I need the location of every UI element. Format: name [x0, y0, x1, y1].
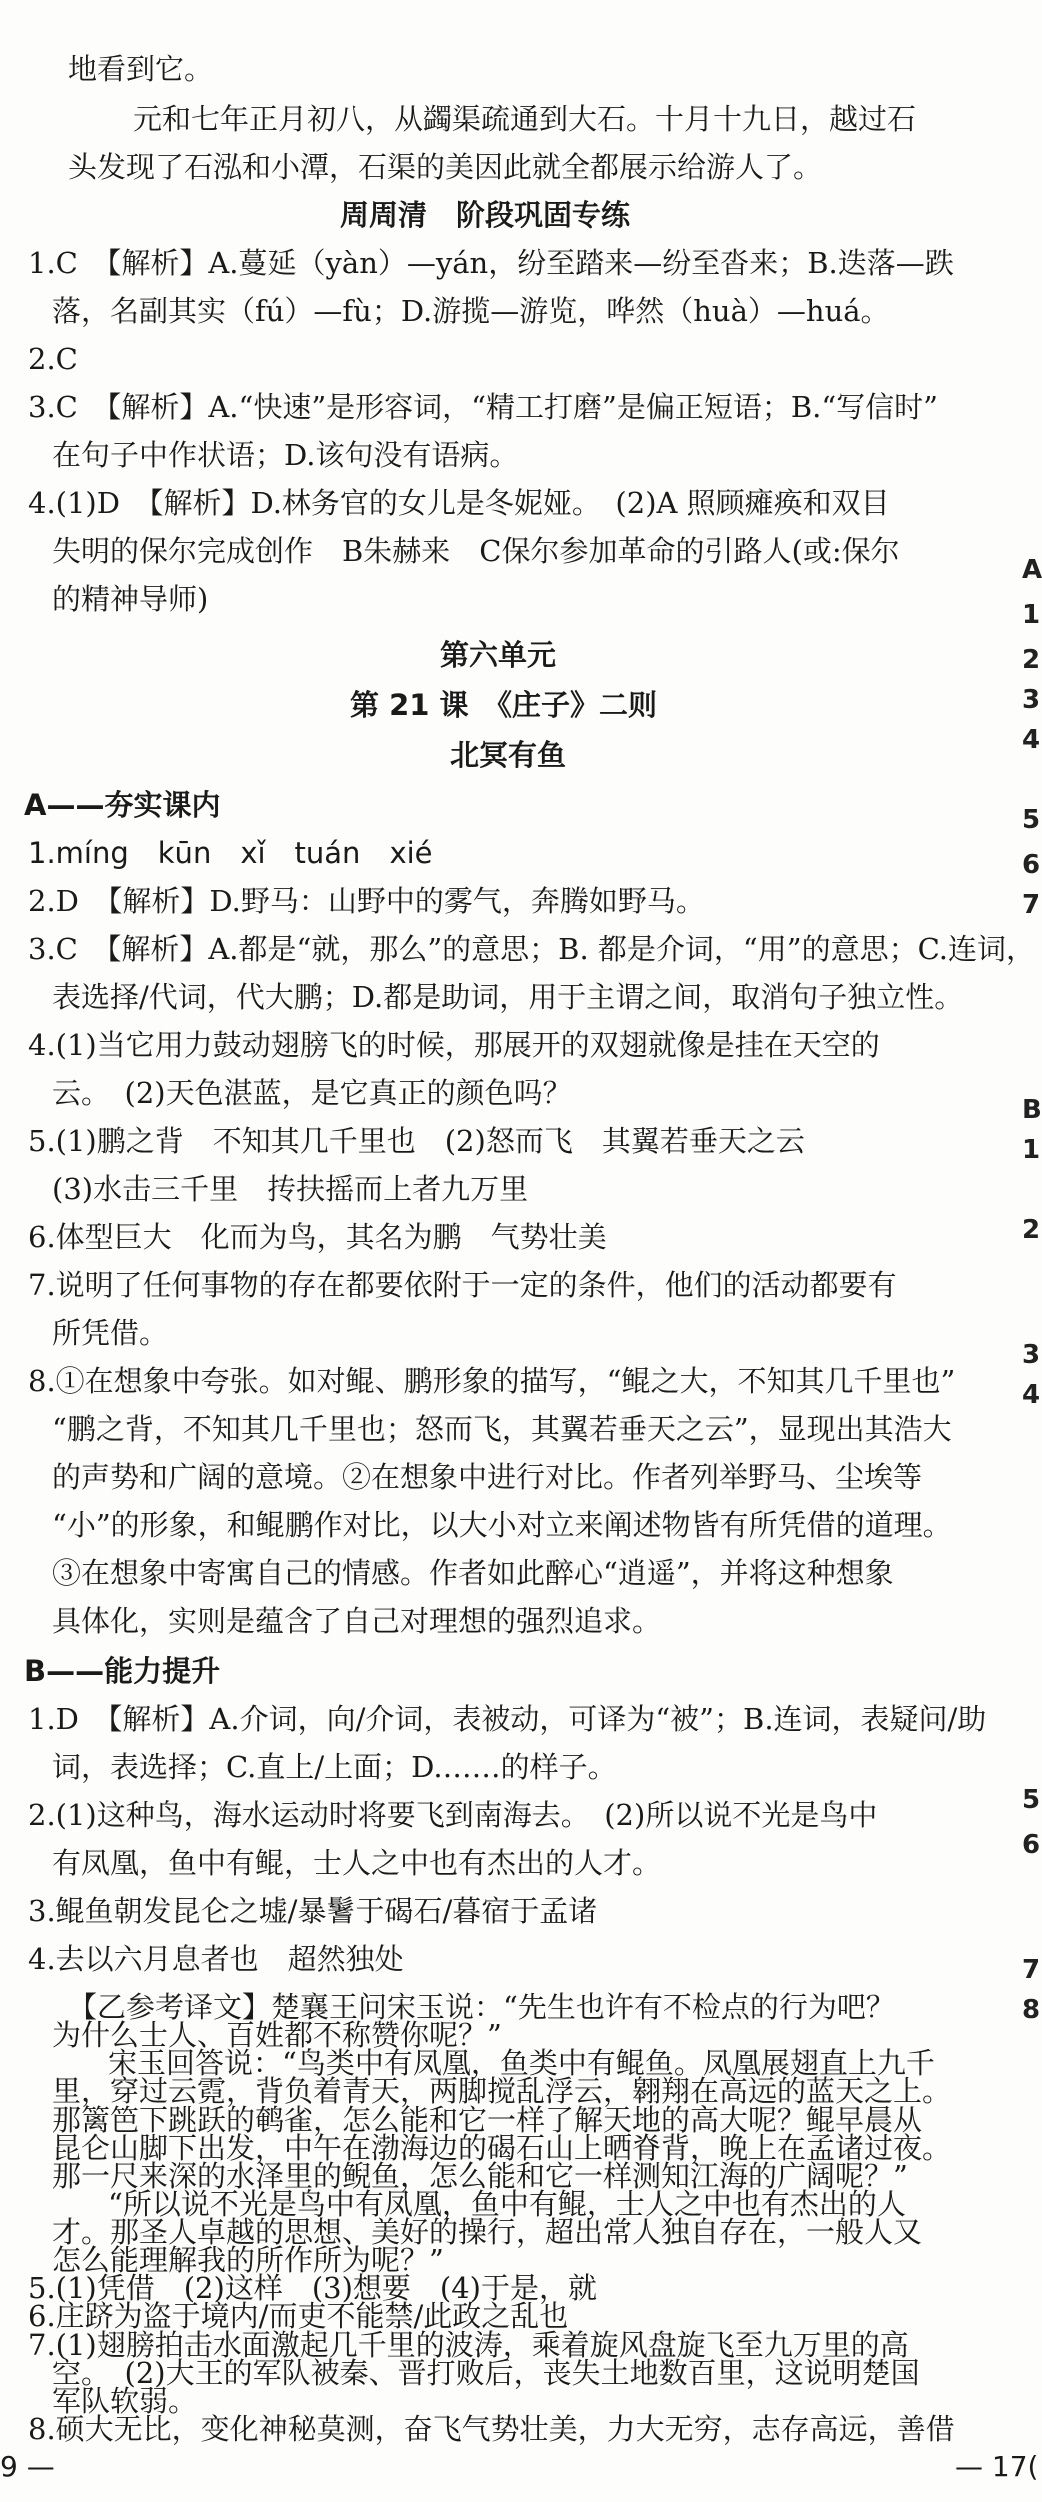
answer-line: 第六单元 — [440, 638, 557, 672]
answer-line: 头发现了石泓和小潭，石渠的美因此就全都展示给游人了。 — [68, 150, 823, 184]
answer-line: 的精神导师) — [52, 582, 209, 616]
answer-line: (3)水击三千里 抟扶摇而上者九万里 — [52, 1172, 529, 1206]
answer-line: 所凭借。 — [52, 1316, 169, 1350]
answer-line: 5.(1)鹏之背 不知其几千里也 (2)怒而飞 其翼若垂天之云 — [28, 1124, 805, 1158]
edge-mark: 4 — [1022, 725, 1041, 755]
footer-left-page-number: 9 — — [0, 2450, 55, 2483]
answer-line: 3.鲲鱼朝发昆仑之墟/暴鬐于碣石/暮宿于孟诸 — [28, 1894, 598, 1928]
answer-line: 4.(1)当它用力鼓动翅膀飞的时候，那展开的双翅就像是挂在天空的 — [28, 1028, 880, 1062]
edge-mark: 6 — [1022, 1830, 1041, 1860]
answer-line-continued: 8.硕大无比，变化神秘莫测，奋飞气势壮美，力大无穷，志存高远，善借 — [28, 2412, 955, 2446]
answer-line-continued: 空。 (2)大王的军队被秦、晋打败后，丧失土地数百里，这说明楚国 — [52, 2356, 920, 2390]
footer-right-page-number: — 17( — [955, 2450, 1039, 2483]
edge-mark: 7 — [1022, 1955, 1041, 1985]
answer-line-continued: 6.庄跻为盗于境内/而吏不能禁/此政之乱也 — [28, 2299, 569, 2333]
edge-mark: 5 — [1022, 805, 1041, 835]
edge-mark: A — [1022, 555, 1042, 585]
edge-mark: 5 — [1022, 1785, 1041, 1815]
edge-mark: 3 — [1022, 1340, 1041, 1370]
answer-line: A——夯实课内 — [24, 788, 221, 822]
answer-line: 表选择/代词，代大鹏；D.都是助词，用于主谓之间，取消句子独立性。 — [52, 980, 964, 1014]
answer-line: “所以说不光是鸟中有凤凰，鱼中有鲲，士人之中也有杰出的人 — [108, 2187, 906, 2221]
answer-line-continued: 5.(1)凭借 (2)这样 (3)想要 (4)于是，就 — [28, 2271, 597, 2305]
answer-line: 昆仑山脚下出发，中午在渤海边的碣石山上晒脊背，晚上在孟诸过夜。 — [52, 2131, 952, 2165]
answer-line: 2.D 【解析】D.野马：山野中的雾气，奔腾如野马。 — [28, 884, 705, 918]
edge-mark: 8 — [1022, 1995, 1041, 2025]
answer-line: 词，表选择；C.直上/上面；D.……的样子。 — [52, 1750, 617, 1784]
answer-line: “小”的形象，和鲲鹏作对比，以大小对立来阐述物皆有所凭借的道理。 — [52, 1508, 952, 1542]
edge-mark: 6 — [1022, 850, 1041, 880]
answer-line: 那一尺来深的水泽里的鲵鱼，怎么能和它一样测知江海的广阔呢？” — [52, 2159, 908, 2193]
answer-line: 为什么士人、百姓都不称赞你呢？” — [52, 2018, 502, 2052]
answer-line: “鹏之背，不知其几千里也；怒而飞，其翼若垂天之云”，显现出其浩大 — [52, 1412, 952, 1446]
answer-line: 2.(1)这种鸟，海水运动时将要飞到南海去。 (2)所以说不光是鸟中 — [28, 1798, 878, 1832]
answer-line-continued: 7.(1)翅膀拍击水面激起几千里的波涛，乘着旋风盘旋飞至九万里的高 — [28, 2328, 909, 2362]
edge-mark: 4 — [1022, 1380, 1041, 1410]
answer-line: 元和七年正月初八，从蠲渠疏通到大石。十月十九日，越过石 — [133, 102, 917, 136]
answer-line: 宋玉回答说：“鸟类中有凤凰，鱼类中有鲲鱼。凤凰展翅直上九千 — [108, 2046, 935, 2080]
edge-mark: 2 — [1022, 645, 1041, 675]
edge-mark: 2 — [1022, 1215, 1041, 1245]
answer-line: 1.D 【解析】A.介词，向/介词，表被动，可译为“被”；B.连词，表疑问/助 — [28, 1702, 987, 1736]
answer-line: 4.(1)D 【解析】D.林务官的女儿是冬妮娅。 (2)A 照顾瘫痪和双目 — [28, 486, 890, 520]
answer-line: 那篱笆下跳跃的鹌雀，怎么能和它一样了解天地的高大呢？鲲早晨从 — [52, 2103, 923, 2137]
answer-line: 失明的保尔完成创作 B朱赫来 C保尔参加革命的引路人(或:保尔 — [52, 534, 900, 568]
answer-line: ③在想象中寄寓自己的情感。作者如此醉心“逍遥”，并将这种想象 — [52, 1556, 894, 1590]
answer-line: 第 21 课 《庄子》二则 — [350, 688, 658, 722]
edge-mark: 1 — [1022, 600, 1041, 630]
answer-line: 在句子中作状语；D.该句没有语病。 — [52, 438, 519, 472]
answer-line: 2.C — [28, 342, 78, 376]
answer-line: 云。 (2)天色湛蓝，是它真正的颜色吗？ — [52, 1076, 572, 1110]
answer-line: 具体化，实则是蕴含了自己对理想的强烈追求。 — [52, 1604, 662, 1638]
edge-mark: 1 — [1022, 1135, 1041, 1165]
answer-line: 1.míng kūn xǐ tuán xié — [28, 836, 433, 870]
answer-line: 1.C 【解析】A.蔓延（yàn）—yán，纷至踏来—纷至沓来；B.迭落—跌 — [28, 246, 954, 280]
edge-mark: B — [1022, 1095, 1042, 1125]
answer-line: 地看到它。 — [68, 52, 214, 86]
answer-line: 的声势和广阔的意境。②在想象中进行对比。作者列举野马、尘埃等 — [52, 1460, 923, 1494]
answer-line: 里，穿过云霓，背负着青天，两脚搅乱浮云，翱翔在高远的蓝天之上。 — [52, 2074, 952, 2108]
answer-line: B——能力提升 — [24, 1654, 221, 1688]
answer-line: 北冥有鱼 — [450, 738, 567, 772]
answer-line: 7.说明了任何事物的存在都要依附于一定的条件，他们的活动都要有 — [28, 1268, 897, 1302]
answer-line: 4.去以六月息者也 超然独处 — [28, 1942, 404, 1976]
answer-line: 6.体型巨大 化而为鸟，其名为鹏 气势壮美 — [28, 1220, 607, 1254]
answer-line: 落，名副其实（fú）—fù；D.游揽—游览，哗然（huà）—huá。 — [52, 294, 890, 328]
answer-line: 怎么能理解我的所作所为呢？” — [52, 2243, 444, 2277]
edge-mark: 7 — [1022, 890, 1041, 920]
answer-line: 【乙参考译文】楚襄王问宋玉说：“先生也许有不检点的行为吧？ — [68, 1990, 895, 2024]
answer-line: 8.①在想象中夸张。如对鲲、鹏形象的描写，“鲲之大，不知其几千里也” — [28, 1364, 956, 1398]
edge-mark: 3 — [1022, 685, 1041, 715]
answer-line: 有凤凰，鱼中有鲲，士人之中也有杰出的人才。 — [52, 1846, 662, 1880]
answer-line: 周周清 阶段巩固专练 — [340, 198, 631, 232]
answer-line-continued: 军队软弱。 — [52, 2384, 198, 2418]
answer-line: 3.C 【解析】A.都是“就，那么”的意思；B. 都是介词，“用”的意思；C.连词， — [28, 932, 1035, 966]
answer-line: 3.C 【解析】A.“快速”是形容词，“精工打磨”是偏正短语；B.“写信时” — [28, 390, 939, 424]
answer-line: 才。那圣人卓越的思想、美好的操行，超出常人独自存在，一般人又 — [52, 2215, 923, 2249]
